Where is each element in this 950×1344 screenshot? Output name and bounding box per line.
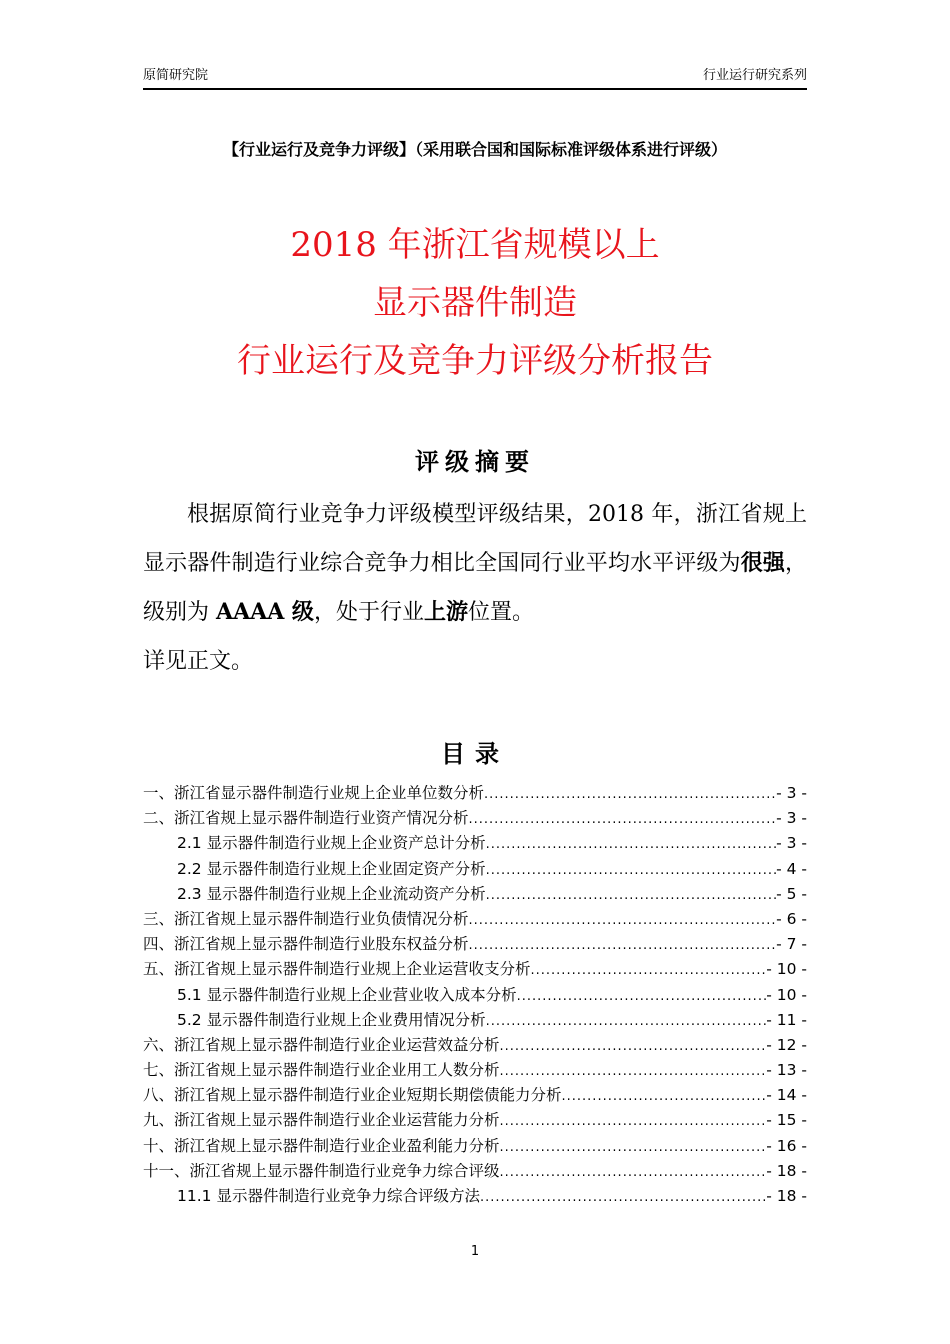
summary-text: ，级别为 xyxy=(143,551,807,625)
toc-entry-label: 九、浙江省规上显示器件制造行业企业运营能力分析 xyxy=(143,1111,500,1130)
title-line-3: 行业运行及竞争力评级分析报告 xyxy=(237,341,713,381)
toc-entry-page: - 3 - xyxy=(776,809,807,828)
toc-entry[interactable] xyxy=(143,1083,807,1108)
toc-entry[interactable] xyxy=(143,932,807,957)
toc-entry-label: 四、浙江省规上显示器件制造行业股东权益分析 xyxy=(143,935,469,954)
toc-leader-dots xyxy=(486,832,777,856)
table-of-contents xyxy=(143,781,807,1209)
title-line-2: 显示器件制造 xyxy=(373,283,577,323)
toc-entry-page: - 5 - xyxy=(776,884,807,903)
toc-leader-dots xyxy=(531,958,767,982)
toc-entry-label: 五、浙江省规上显示器件制造行业规上企业运营收支分析 xyxy=(143,960,531,979)
toc-entry-label: 八、浙江省规上显示器件制造行业企业短期长期偿债能力分析 xyxy=(143,1086,562,1105)
toc-entry[interactable] xyxy=(143,1159,807,1184)
toc-leader-dots xyxy=(562,1084,767,1108)
toc-leader-dots xyxy=(486,858,777,882)
position-rating: 上游 xyxy=(423,599,468,625)
toc-leader-dots xyxy=(500,1160,767,1184)
summary-text: ，处于行业 xyxy=(313,600,424,625)
summary-body xyxy=(143,490,807,686)
toc-entry-page: - 10 - xyxy=(766,960,807,979)
header-publisher: 原简研究院 xyxy=(143,68,209,83)
header-series: 行业运行研究系列 xyxy=(702,68,807,83)
toc-leader-dots xyxy=(517,984,767,1008)
toc-leader-dots xyxy=(480,1185,766,1209)
toc-leader-dots xyxy=(484,782,776,806)
summary-text: 位置。 xyxy=(467,600,534,625)
toc-leader-dots xyxy=(486,883,777,907)
toc-entry-label: 2.3 显示器件制造行业规上企业流动资产分析 xyxy=(177,884,486,903)
toc-entry-label: 5.2 显示器件制造行业规上企业费用情况分析 xyxy=(177,1010,486,1029)
toc-leader-dots xyxy=(469,933,777,957)
summary-paragraph xyxy=(143,490,807,637)
summary-detail: 详见正文。 xyxy=(143,649,254,674)
toc-entry[interactable] xyxy=(143,882,807,907)
toc-entry[interactable] xyxy=(143,1033,807,1058)
toc-entry-label: 2.2 显示器件制造行业规上企业固定资产分析 xyxy=(177,859,486,878)
toc-entry-page: - 18 - xyxy=(766,1161,807,1180)
toc-entry[interactable] xyxy=(143,806,807,831)
toc-entry-label: 11.1 显示器件制造行业竞争力综合评级方法 xyxy=(177,1187,480,1205)
toc-entry-page: - 16 - xyxy=(766,1136,807,1155)
toc-entry[interactable] xyxy=(143,781,807,806)
toc-entry-label: 十一、浙江省规上显示器件制造行业竞争力综合评级 xyxy=(143,1161,500,1180)
toc-entry[interactable] xyxy=(143,1058,807,1083)
toc-entry[interactable] xyxy=(143,1108,807,1133)
toc-entry-page: - 3 - xyxy=(776,834,807,853)
title-line-1: 2018 年浙江省规模以上 xyxy=(290,225,660,265)
toc-entry-label: 三、浙江省规上显示器件制造行业负债情况分析 xyxy=(143,909,469,928)
toc-entry-label: 七、浙江省规上显示器件制造行业企业用工人数分析 xyxy=(143,1061,500,1080)
summary-text: 根据原简行业竞争力评级模型评级结果，2018 年，浙江省规上显示器件制造行业综合竞争力相比全国同行业平均水平评级为 xyxy=(143,502,807,576)
toc-entry-page: - 4 - xyxy=(776,859,807,878)
toc-entry[interactable] xyxy=(143,831,807,856)
toc-entry-page: - 6 - xyxy=(776,909,807,928)
toc-leader-dots xyxy=(500,1034,767,1058)
toc-entry-label: 5.1 显示器件制造行业规上企业营业收入成本分析 xyxy=(177,985,517,1004)
page-number: 1 xyxy=(470,1244,480,1259)
toc-entry-label: 二、浙江省规上显示器件制造行业资产情况分析 xyxy=(143,809,469,828)
toc-entry[interactable] xyxy=(143,1008,807,1033)
toc-leader-dots xyxy=(469,807,777,831)
toc-entry[interactable] xyxy=(143,907,807,932)
toc-entry[interactable] xyxy=(143,983,807,1008)
toc-heading: 目录 xyxy=(441,740,509,768)
toc-entry-page: - 15 - xyxy=(766,1111,807,1130)
toc-entry-page: - 7 - xyxy=(776,935,807,954)
grade-rating: AAAA 级 xyxy=(216,599,314,625)
summary-heading: 评级摘要 xyxy=(415,448,535,476)
toc-leader-dots xyxy=(486,1009,767,1033)
toc-entry-page: - 12 - xyxy=(766,1035,807,1054)
toc-entry-page: - 14 - xyxy=(766,1086,807,1105)
toc-entry-page: - 13 - xyxy=(766,1061,807,1080)
toc-entry-page: - 18 - xyxy=(766,1187,807,1205)
toc-entry-page: - 10 - xyxy=(766,985,807,1004)
strength-rating: 很强 xyxy=(740,550,785,576)
toc-entry[interactable] xyxy=(143,1184,807,1209)
toc-entry-page: - 3 - xyxy=(776,784,807,802)
toc-entry-label: 十、浙江省规上显示器件制造行业企业盈利能力分析 xyxy=(143,1136,500,1155)
toc-leader-dots xyxy=(469,908,777,932)
toc-leader-dots xyxy=(500,1109,767,1133)
toc-entry-label: 一、浙江省显示器件制造行业规上企业单位数分析 xyxy=(143,784,485,802)
toc-entry[interactable] xyxy=(143,857,807,882)
rating-note: 【行业运行及竞争力评级】（采用联合国和国际标准评级体系进行评级） xyxy=(222,140,727,159)
page-header xyxy=(143,66,807,90)
toc-entry-label: 六、浙江省规上显示器件制造行业企业运营效益分析 xyxy=(143,1035,500,1054)
toc-entry[interactable] xyxy=(143,957,807,982)
toc-leader-dots xyxy=(500,1059,767,1083)
toc-entry-page: - 11 - xyxy=(766,1010,807,1029)
toc-entry[interactable] xyxy=(143,1134,807,1159)
toc-entry-label: 2.1 显示器件制造行业规上企业资产总计分析 xyxy=(177,834,486,853)
report-title xyxy=(100,216,850,390)
toc-leader-dots xyxy=(500,1135,767,1159)
